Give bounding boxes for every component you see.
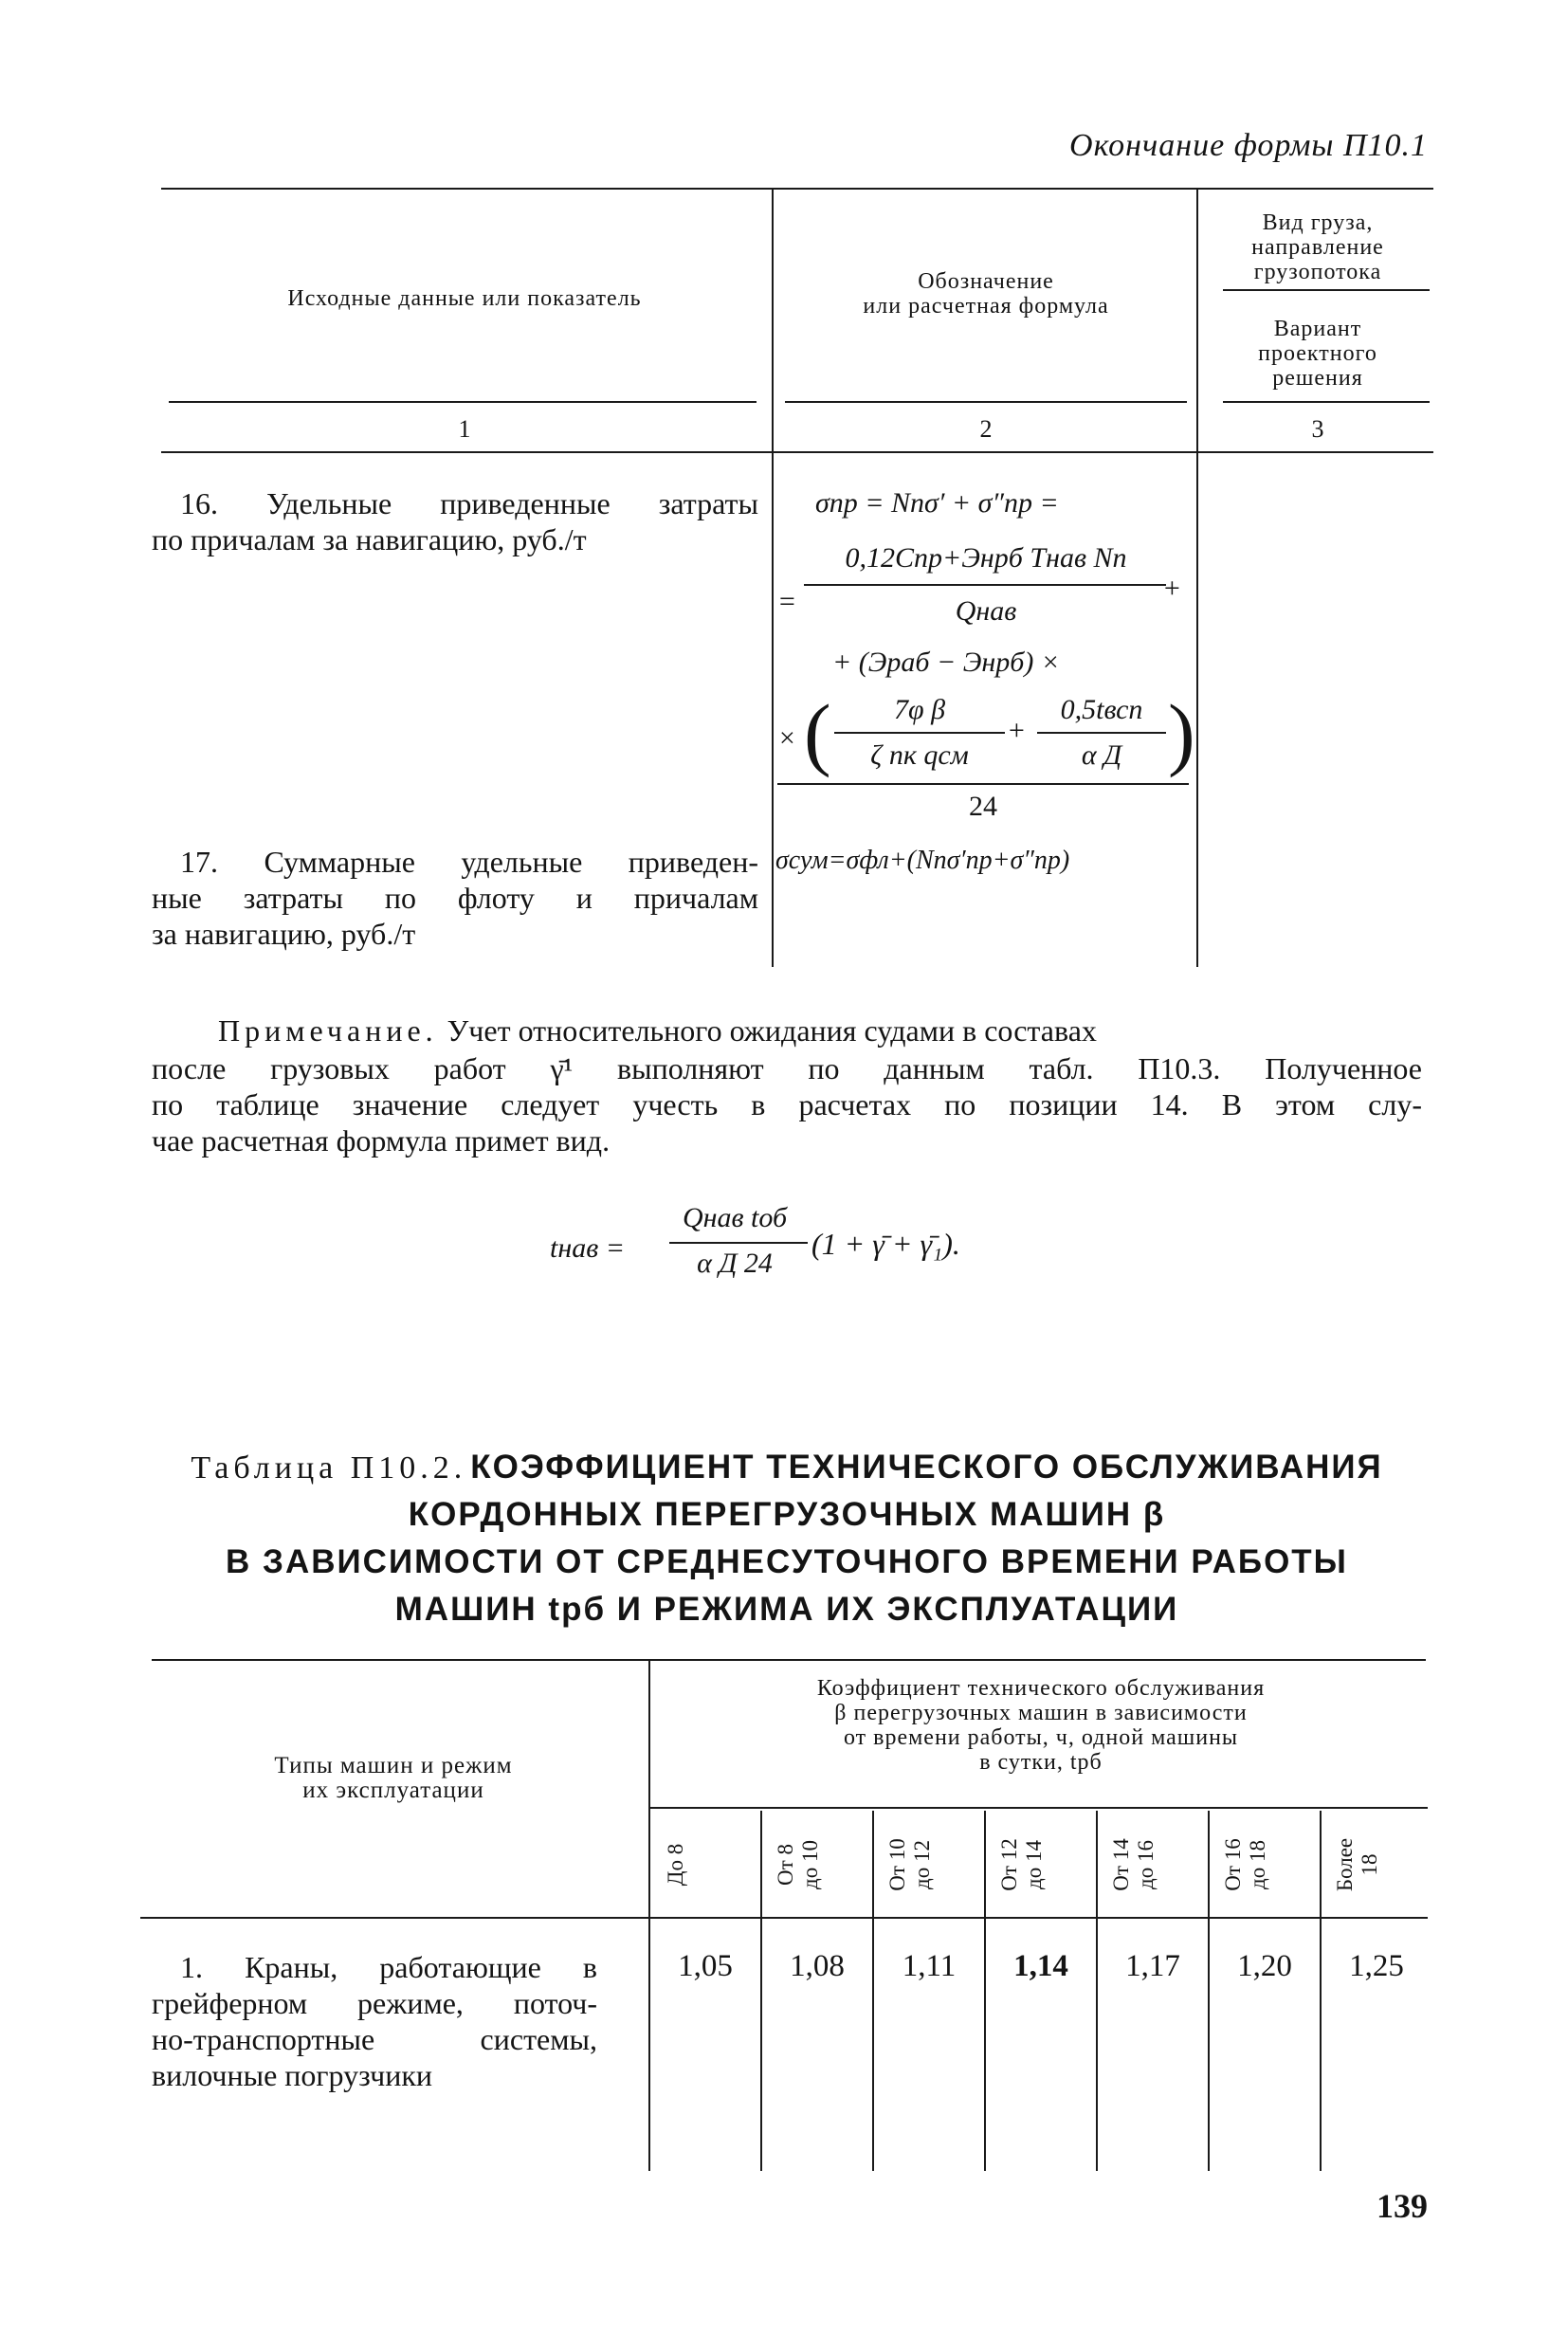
note-formula-tail: (1 + γ̄ + γ̄₁). bbox=[811, 1227, 960, 1261]
header-col3-bottom-line3: решения bbox=[1272, 366, 1363, 391]
table2-row1-label-line1: 1. Краны, работающие в bbox=[180, 1950, 597, 1984]
table2-group-header-line1: Коэффициент технического обслуживания bbox=[816, 1676, 1266, 1701]
table-header-rule bbox=[161, 451, 1433, 453]
table2-row1-label-line2: грейферном режиме, поточ- bbox=[152, 1986, 597, 2020]
table2-col-header-3-text: От 12 до 14 bbox=[997, 1838, 1046, 1891]
header-col2-line2: или расчетная формула bbox=[863, 294, 1109, 319]
table2-col-divider-2 bbox=[872, 1811, 874, 2171]
table2-group-header-line2: β перегрузочных машин в зависимости bbox=[834, 1701, 1248, 1725]
row16-label-line1: 16. Удельные приведенные затраты bbox=[180, 486, 758, 520]
table2-col-header-2-text: От 10 до 12 bbox=[885, 1838, 934, 1891]
col1-number-rule bbox=[169, 401, 757, 403]
note-line4: чае расчетная формула примет вид. bbox=[152, 1123, 611, 1158]
table2-col-divider-6 bbox=[1320, 1811, 1322, 2171]
note-formula-denominator: α Д 24 bbox=[697, 1248, 773, 1279]
row16-formula-plus: + bbox=[1162, 573, 1182, 604]
row16-formula-denominator: Qнав bbox=[955, 595, 1017, 627]
table2-col-header-1-text: От 8 до 10 bbox=[774, 1840, 822, 1889]
row16-main-fraction-bar bbox=[777, 783, 1189, 785]
row16-left-paren: ( bbox=[804, 687, 831, 778]
col-number-2: 2 bbox=[979, 415, 993, 443]
table2-caption-lead: Таблица П10.2. bbox=[191, 1450, 467, 1486]
table2-row1-value-3: 1,14 bbox=[1013, 1949, 1068, 1983]
table2-col-header-1 bbox=[774, 1813, 859, 1917]
row16-formula-eq: = bbox=[777, 586, 797, 617]
row16-formula-numerator: 0,12Cпр+Энрб Tнав Nп bbox=[845, 542, 1127, 574]
note-formula-bar bbox=[669, 1242, 808, 1244]
note-line1-rest: Учет относительного ожидания судами в составах bbox=[447, 1013, 1097, 1048]
row17-formula: σсум=σфл+(Nпσ′пр+σ″пр) bbox=[775, 846, 1070, 875]
row16-frac2-den: α Д bbox=[1081, 739, 1122, 771]
table2-col-divider-3 bbox=[984, 1811, 986, 2171]
table2-left-divider bbox=[648, 1659, 650, 2171]
row16-frac2-num: 0,5tвсп bbox=[1060, 694, 1143, 725]
header-col3-top-line2: направление bbox=[1251, 235, 1384, 260]
table2-col-header-0-text: До 8 bbox=[664, 1843, 687, 1887]
row16-frac1-bar bbox=[834, 732, 1005, 734]
col2-number-rule bbox=[785, 401, 1187, 403]
row16-frac-plus: + bbox=[1007, 715, 1027, 746]
header-col1: Исходные данные или показатель bbox=[287, 286, 642, 311]
table2-col-header-2 bbox=[885, 1813, 971, 1917]
running-header: Окончание формы П10.1 bbox=[1069, 128, 1428, 163]
row16-formula-line4: + (Эраб − Энрб) × bbox=[832, 647, 1061, 678]
col3-number-rule bbox=[1223, 401, 1430, 403]
note-line1 bbox=[218, 1012, 1422, 1048]
table2-caption-line3: В ЗАВИСИМОСТИ ОТ СРЕДНЕСУТОЧНОГО ВРЕМЕНИ РАБОТЫ bbox=[226, 1543, 1348, 1580]
note-lead: Примечание. bbox=[218, 1013, 438, 1048]
header-col3-bottom-line1: Вариант bbox=[1273, 317, 1362, 341]
col-number-1: 1 bbox=[458, 415, 471, 443]
row16-formula-times: × bbox=[777, 722, 797, 754]
note-line2: после грузовых работ γ̄¹ выполняют по данным табл. П10.3. Полученное bbox=[152, 1051, 1422, 1085]
row16-fraction-bar bbox=[804, 584, 1166, 586]
table2-group-header-line3: от времени работы, ч, одной машины bbox=[843, 1725, 1239, 1750]
col-number-3: 3 bbox=[1311, 415, 1324, 443]
table2-top-rule bbox=[152, 1659, 1426, 1661]
table2-left-header-line1: Типы машин и режим bbox=[274, 1753, 513, 1778]
table2-row1-value-5: 1,20 bbox=[1237, 1949, 1292, 1983]
table2-left-header-line2: их эксплуатации bbox=[302, 1778, 484, 1803]
table2-row1-value-6: 1,25 bbox=[1349, 1949, 1404, 1983]
row17-label-line3: за навигацию, руб./т bbox=[152, 917, 416, 951]
table2-col-divider-4 bbox=[1096, 1811, 1098, 2171]
row17-label-line2: ные затраты по флоту и причалам bbox=[152, 881, 758, 915]
table2-col-header-4 bbox=[1109, 1813, 1194, 1917]
header-col3-bottom-line2: проектного bbox=[1258, 341, 1377, 366]
table2-row1-value-0: 1,05 bbox=[678, 1949, 733, 1983]
header-col2-line1: Обозначение bbox=[918, 269, 1054, 294]
table-top-rule bbox=[161, 188, 1433, 190]
table2-caption-line2: КОРДОННЫХ ПЕРЕГРУЗОЧНЫХ МАШИН β bbox=[408, 1496, 1166, 1533]
row16-frac1-num: 7φ β bbox=[893, 694, 946, 725]
table2-row1-value-1: 1,08 bbox=[790, 1949, 845, 1983]
header-col3-top-line3: грузопотока bbox=[1253, 260, 1382, 284]
table2-col-divider-5 bbox=[1208, 1811, 1210, 2171]
header-col3-top-line1: Вид груза, bbox=[1262, 210, 1374, 235]
table2-row1-value-2: 1,11 bbox=[902, 1949, 957, 1983]
row16-frac1-den: ζ nк qсм bbox=[870, 739, 969, 771]
row16-formula-divisor: 24 bbox=[969, 791, 997, 822]
table2-col-header-6 bbox=[1333, 1813, 1418, 1917]
col3-header-divider bbox=[1223, 289, 1430, 291]
note-formula-lhs: tнав = bbox=[550, 1232, 625, 1264]
table2-caption-line1 bbox=[152, 1449, 1422, 1486]
column-divider-2 bbox=[1196, 188, 1198, 967]
page-number: 139 bbox=[1377, 2187, 1428, 2225]
table2-row1-value-4: 1,17 bbox=[1125, 1949, 1180, 1983]
table2-col-header-5 bbox=[1221, 1813, 1306, 1917]
note-line3: по таблице значение следует учесть в расчетах по позиции 14. В этом слу- bbox=[152, 1087, 1422, 1121]
row17-label-line1: 17. Суммарные удельные приведен- bbox=[180, 845, 758, 879]
note-formula-numerator: Qнав tоб bbox=[682, 1202, 788, 1233]
row16-right-paren: ) bbox=[1168, 687, 1195, 778]
table2-group-header-line4: в сутки, tрб bbox=[979, 1750, 1103, 1775]
table2-caption-line4: МАШИН tрб И РЕЖИМА ИХ ЭКСПЛУАТАЦИИ bbox=[394, 1591, 1179, 1628]
table2-col-header-5-text: От 16 до 18 bbox=[1221, 1838, 1269, 1891]
table2-col-divider-1 bbox=[760, 1811, 762, 2171]
table2-row1-label-line3: но-транспортные системы, bbox=[152, 2022, 597, 2056]
table2-col-header-6-text: Более 18 bbox=[1333, 1837, 1381, 1892]
table2-col-header-0 bbox=[664, 1813, 749, 1917]
row16-formula-line1: σпр = Nпσ′ + σ″пр = bbox=[815, 487, 1059, 519]
table2-caption-title1: КОЭФФИЦИЕНТ ТЕХНИЧЕСКОГО ОБСЛУЖИВАНИЯ bbox=[470, 1449, 1383, 1486]
row16-frac2-bar bbox=[1037, 732, 1166, 734]
table2-header-rule bbox=[140, 1917, 1428, 1919]
table2-row1-label-line4: вилочные погрузчики bbox=[152, 2058, 433, 2092]
row16-label-line2: по причалам за навигацию, руб./т bbox=[152, 522, 587, 556]
table2-col-header-3 bbox=[997, 1813, 1083, 1917]
table2-col-header-4-text: От 14 до 16 bbox=[1109, 1838, 1158, 1891]
table2-group-rule bbox=[650, 1807, 1428, 1809]
column-divider-1 bbox=[772, 188, 774, 967]
